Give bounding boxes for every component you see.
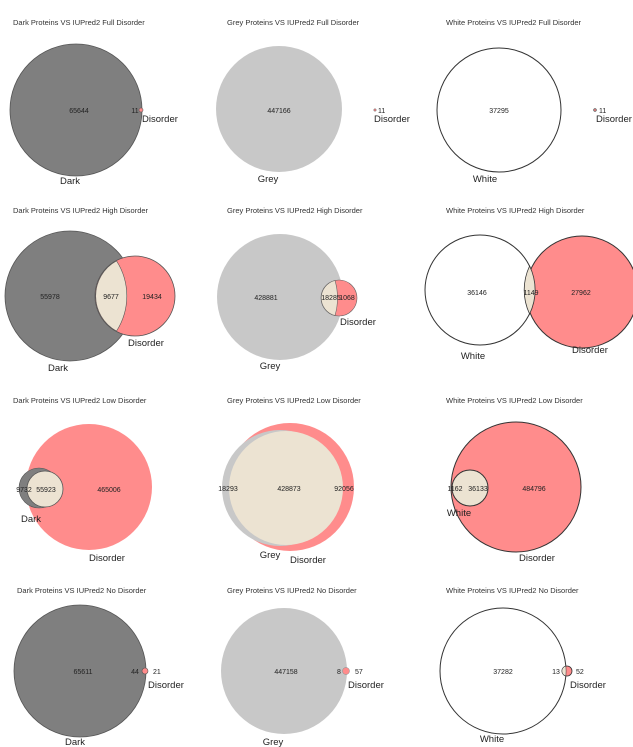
dark-set-label: Dark bbox=[59, 176, 81, 187]
grey-set-label: Grey bbox=[259, 550, 281, 561]
panel-title: Dark Proteins VS IUPred2 No Disorder bbox=[17, 586, 147, 595]
grey-only-count: 447158 bbox=[274, 669, 298, 676]
panel-grey-no-disorder bbox=[221, 586, 384, 747]
overlap-count: 1149 bbox=[523, 290, 539, 297]
disorder-set-label: Disorder bbox=[148, 680, 184, 691]
dark-set-label: Dark bbox=[20, 514, 42, 525]
grey-only-count: 428881 bbox=[254, 295, 278, 302]
dark-set-label: Dark bbox=[47, 363, 69, 374]
panel-dark-full-disorder bbox=[10, 18, 178, 187]
panel-title: Grey Proteins VS IUPred2 Low Disorder bbox=[227, 396, 361, 405]
panel-white-low-disorder bbox=[446, 396, 583, 564]
disorder-only-count: 11 bbox=[599, 108, 607, 115]
disorder-set-circle bbox=[343, 668, 350, 675]
white-only-count: 36146 bbox=[467, 290, 487, 297]
disorder-only-count: 19434 bbox=[142, 294, 162, 301]
disorder-only-count: 92056 bbox=[334, 486, 354, 493]
disorder-set-label: Disorder bbox=[340, 317, 376, 328]
panel-white-no-disorder bbox=[440, 586, 606, 745]
disorder-set-label: Disorder bbox=[348, 680, 384, 691]
disorder-set-label: Disorder bbox=[570, 680, 606, 691]
disorder-set-label: Disorder bbox=[290, 555, 326, 566]
white-set-label: White bbox=[460, 351, 486, 362]
grey-set-label: Grey bbox=[262, 737, 284, 747]
overlap-count: 8 bbox=[337, 669, 341, 676]
panel-title: Grey Proteins VS IUPred2 Full Disorder bbox=[227, 18, 360, 27]
panel-title: Grey Proteins VS IUPred2 High Disorder bbox=[227, 206, 363, 215]
panel-title: White Proteins VS IUPred2 No Disorder bbox=[446, 586, 579, 595]
panel-dark-low-disorder bbox=[13, 396, 152, 564]
disorder-only-count: 1068 bbox=[339, 295, 355, 302]
white-set-label: White bbox=[446, 508, 472, 519]
overlap-count: 13 bbox=[552, 669, 560, 676]
panel-white-full-disorder bbox=[437, 18, 632, 185]
overlap-count: 44 bbox=[131, 669, 139, 676]
disorder-set-label: Disorder bbox=[142, 114, 178, 125]
disorder-set-circle bbox=[594, 109, 597, 112]
overlap-count: 428873 bbox=[277, 486, 301, 493]
panel-title: Grey Proteins VS IUPred2 No Disorder bbox=[227, 586, 357, 595]
grey-set-label: Grey bbox=[257, 174, 279, 185]
disorder-set-label: Disorder bbox=[128, 338, 164, 349]
disorder-set-label: Disorder bbox=[596, 114, 632, 125]
overlap-count: 11 bbox=[131, 108, 139, 115]
grey-only-count: 447166 bbox=[267, 108, 291, 115]
grey-only-count: 18293 bbox=[218, 486, 238, 493]
panel-title: White Proteins VS IUPred2 Full Disorder bbox=[446, 18, 582, 27]
disorder-only-count: 11 bbox=[378, 108, 386, 115]
disorder-only-count: 484796 bbox=[522, 486, 546, 493]
disorder-only-count: 27962 bbox=[571, 290, 591, 297]
disorder-set-label: Disorder bbox=[89, 553, 125, 564]
panel-grey-high-disorder bbox=[217, 206, 376, 372]
panel-grey-full-disorder bbox=[216, 18, 410, 185]
overlap-count: 36133 bbox=[468, 486, 488, 493]
disorder-set-circle bbox=[139, 108, 143, 112]
dark-only-count: 9732 bbox=[16, 487, 32, 494]
dark-only-count: 55978 bbox=[40, 294, 60, 301]
disorder-only-count: 465006 bbox=[97, 487, 121, 494]
white-only-count: 37282 bbox=[493, 669, 513, 676]
disorder-set-circle bbox=[142, 668, 148, 674]
dark-only-count: 65644 bbox=[69, 108, 89, 115]
panel-title: Dark Proteins VS IUPred2 High Disorder bbox=[13, 206, 149, 215]
panel-dark-high-disorder bbox=[5, 206, 175, 374]
overlap-count: 18285 bbox=[321, 295, 341, 302]
disorder-only-count: 21 bbox=[153, 669, 161, 676]
white-set-label: White bbox=[472, 174, 498, 185]
disorder-set-circle bbox=[374, 109, 376, 111]
disorder-set-label: Disorder bbox=[519, 553, 555, 564]
panel-title: White Proteins VS IUPred2 Low Disorder bbox=[446, 396, 583, 405]
white-set-label: White bbox=[479, 734, 505, 745]
overlap-count: 9677 bbox=[103, 294, 119, 301]
panel-title: Dark Proteins VS IUPred2 Low Disorder bbox=[13, 396, 147, 405]
dark-only-count: 65611 bbox=[73, 669, 93, 676]
panel-title: Dark Proteins VS IUPred2 Full Disorder bbox=[13, 18, 145, 27]
disorder-set-label: Disorder bbox=[572, 345, 608, 356]
white-only-count: 37295 bbox=[489, 108, 509, 115]
dark-set-label: Dark bbox=[64, 737, 86, 747]
overlap-count: 55923 bbox=[36, 487, 56, 494]
panel-grey-low-disorder bbox=[218, 396, 361, 566]
disorder-set-label: Disorder bbox=[374, 114, 410, 125]
grey-set-label: Grey bbox=[259, 361, 281, 372]
white-only-count: 1162 bbox=[447, 486, 463, 493]
panel-white-high-disorder bbox=[425, 206, 633, 362]
disorder-only-count: 57 bbox=[355, 669, 363, 676]
panel-title: White Proteins VS IUPred2 High Disorder bbox=[446, 206, 585, 215]
disorder-only-count: 52 bbox=[576, 669, 584, 676]
panel-dark-no-disorder bbox=[14, 586, 184, 747]
